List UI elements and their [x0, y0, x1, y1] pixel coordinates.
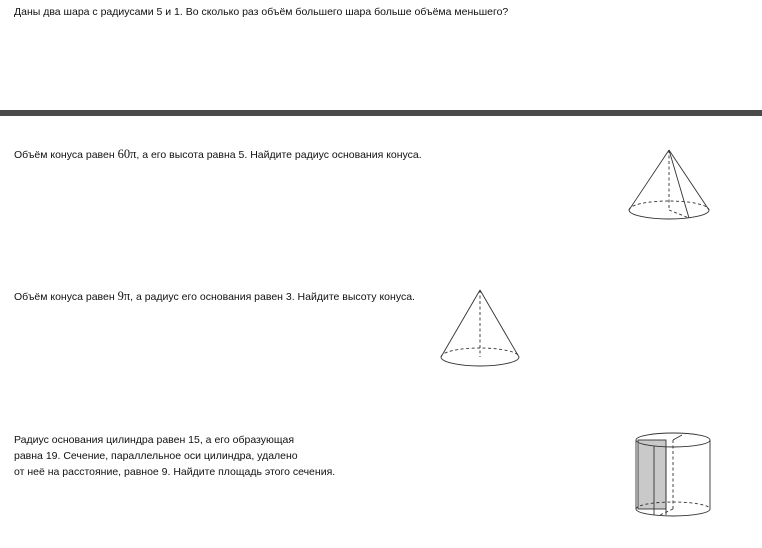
cone-icon [436, 286, 526, 372]
problem-2-text-start: Объём конуса равен [14, 149, 118, 161]
problem-1-text: Даны два шара с радиусами 5 и 1. Во сколько раз объём большего шара больше объёма меньшего? [14, 6, 509, 18]
problem-2-text-end: , а его высота равна 5. Найдите радиус основания конуса. [136, 149, 422, 161]
problem-2-text [14, 147, 422, 162]
problem-4-line-1: Радиус основания цилиндра равен 15, а его образующая [14, 434, 295, 446]
problem-4-line-3: от неё на расстояние, равное 9. Найдите площадь этого сечения. [14, 466, 336, 478]
problem-4-line-2: равна 19. Сечение, параллельное оси цилиндра, удалено [14, 450, 298, 462]
section-divider [0, 110, 762, 116]
problem-3-text [14, 289, 415, 304]
problem-3-formula: 9π [117, 289, 131, 303]
problem-2-formula: 60π [117, 147, 137, 161]
cone-with-section-icon [624, 145, 716, 225]
problem-3-text-start: Объём конуса равен [14, 291, 118, 303]
cylinder-with-section-icon [632, 430, 718, 522]
problem-3-text-end: , а радиус его основания равен 3. Найдите высоту конуса. [130, 291, 415, 303]
